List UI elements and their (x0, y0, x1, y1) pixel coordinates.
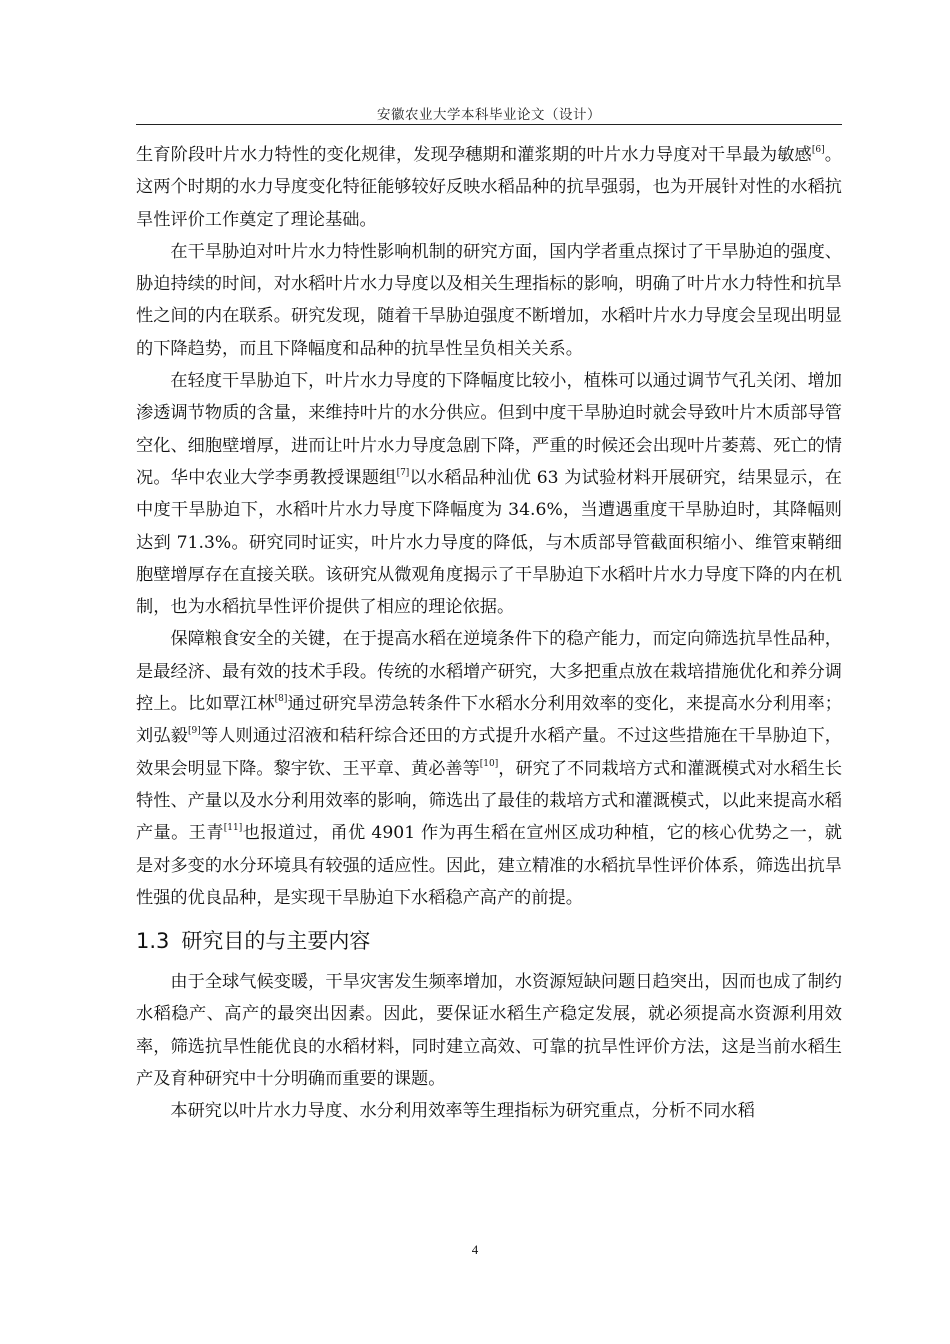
paragraph-text: 生育阶段叶片水力特性的变化规律，发现孕穗期和灌浆期的叶片水力导度对干旱最为敏感 (136, 145, 812, 165)
citation-ref: [7] (396, 467, 410, 478)
section-title: 研究目的与主要内容 (181, 929, 371, 954)
citation-ref: [10] (479, 758, 499, 769)
paragraph (136, 365, 842, 623)
header-divider (136, 124, 842, 125)
paragraph-text: 也报道过，甬优 4901 作为再生稻在宣州区成功种植，它的核心优势之一，就是对多变的水分环境具有较强的适应性。因此，建立精准的水稻抗旱性评价体系，筛选出抗旱性强的优良品种，是实现干旱胁迫下水稻稳产高产的前提。 (136, 823, 842, 908)
paragraph (136, 139, 842, 236)
page-number: 4 (471, 1242, 479, 1257)
paragraph-group-section (136, 966, 842, 1127)
section-heading (136, 924, 842, 958)
section-number: 1.3 (136, 929, 170, 954)
paragraph-text: 在干旱胁迫对叶片水力特性影响机制的研究方面，国内学者重点探讨了干旱胁迫的强度、胁迫持续的时间，对水稻叶片水力导度以及相关生理指标的影响，明确了叶片水力特性和抗旱性之间的内在联系。研究发现，随着干旱胁迫强度不断增加，水稻叶片水力导度会呈现出明显的下降趋势，而且下降幅度和品种的抗旱性呈负相关关系。 (136, 241, 842, 359)
paragraph-text: 本研究以叶片水力导度、水分利用效率等生理指标为研究重点，分析不同水稻 (170, 1101, 755, 1122)
paragraph-text: ，研究了不同栽培方式和灌溉模式对水稻生长特性、产量以及水分利用效率的影响，筛选出了最佳的栽培方式和灌溉模式，以此来提高水稻产量。王青 (136, 758, 843, 844)
paragraph-text: 以水稻品种汕优 63 为试验材料开展研究，结果显示，在中度干旱胁迫下，水稻叶片水力导度下降幅度为 34.6%，当遭遇重度干旱胁迫时，其降幅则达到 71.3%。研究同时证实，叶片水力导度的降低，与木质部导管截面积缩小、维管束鞘细胞壁增厚存在直接关联。该研究从微观角度揭示了干旱胁迫下水稻叶片水力导度下降的内在机制，也为水稻抗旱性评价提供了相应的理论依据。 (136, 467, 842, 618)
running-header: 安徽农业大学本科毕业论文（设计） (377, 107, 601, 123)
paragraph-text: 等人则通过沼液和秸秆综合还田的方式提升水稻产量。不过这些措施在干旱胁迫下，效果会明显下降。黎宇钦、王平章、黄必善等 (136, 726, 842, 779)
paragraph (136, 966, 842, 1095)
citation-ref: [11] (223, 823, 243, 834)
paragraph-text: 在轻度干旱胁迫下，叶片水力导度的下降幅度比较小，植株可以通过调节气孔关闭、增加渗透调节物质的含量，来维持叶片的水分供应。但到中度干旱胁迫时就会导致叶片木质部导管空化、细胞壁增厚，进而让叶片水力导度急剧下降，严重的时候还会出现叶片萎蔫、死亡的情况。华中农业大学李勇教授课题组 (136, 371, 842, 488)
paragraph-text: 保障粮食安全的关键，在于提高水稻在逆境条件下的稳产能力，而定向筛选抗旱性品种，是最经济、最有效的技术手段。传统的水稻增产研究，大多把重点放在栽培措施优化和养分调控上。比如覃江林 (136, 629, 842, 715)
citation-ref: [9] (188, 726, 201, 737)
paragraph-text: 由于全球气候变暖，干旱灾害发生频率增加，水资源短缺问题日趋突出，因而也成了制约水稻稳产、高产的最突出因素。因此，要保证水稻生产稳定发展，就必须提高水资源利用效率，筛选抗旱性能优良的水稻材料，同时建立高效、可靠的抗旱性评价方法，这是当前水稻生产及育种研究中十分明确而重要的课题。 (136, 972, 842, 1090)
paragraph (136, 236, 842, 365)
paragraph-group-intro (136, 139, 842, 914)
paragraph (136, 623, 842, 914)
page-body (136, 139, 842, 1128)
citation-ref: [8] (274, 694, 288, 705)
citation-ref: [6] (811, 145, 825, 155)
paragraph (136, 1095, 842, 1127)
paragraph-text: 。这两个时期的水力导度变化特征能够较好反映水稻品种的抗旱强弱，也为开展针对性的水稻抗旱性评价工作奠定了理论基础。 (136, 145, 842, 230)
paragraph-text: 通过研究旱涝急转条件下水稻水分利用效率的变化，来提高水分利用率；刘弘毅 (136, 694, 842, 747)
